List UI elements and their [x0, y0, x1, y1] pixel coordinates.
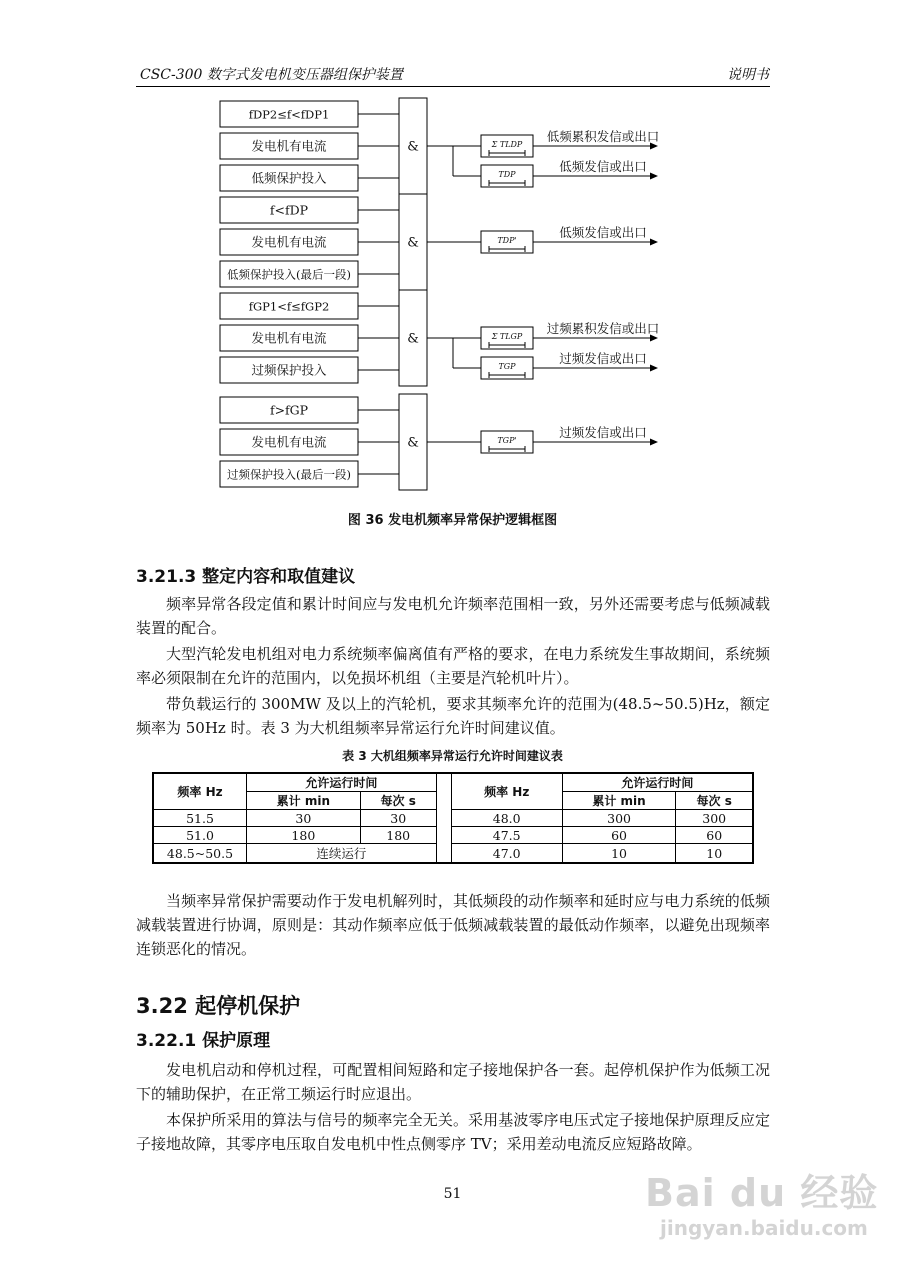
input-condition-label: f<fDP: [269, 202, 309, 218]
header-title: CSC-300 数字式发电机变压器组保护装置: [140, 67, 403, 83]
table-cell: 48.0: [451, 810, 562, 827]
page-number: 51: [443, 1186, 462, 1202]
table-cell: 180: [247, 827, 361, 844]
section-heading-3-21-3: 3.21.3 整定内容和取值建议: [136, 567, 356, 587]
table-header-cell: 允许运行时间: [247, 773, 437, 792]
table-cell: 60: [562, 827, 676, 844]
and-gate-symbol: &: [407, 435, 419, 451]
table-gap: [436, 773, 451, 863]
table-header-cell: 每次 s: [360, 792, 436, 810]
paragraph: 频率异常各段定值和累计时间应与发电机允许频率范围相一致，另外还需要考虑与低频减载装置的配合。: [136, 595, 770, 637]
input-condition-label: 发电机有电流: [251, 234, 327, 250]
paragraph: 大型汽轮发电机组对电力系统频率偏离值有严格的要求，在电力系统发生事故期间，系统频率必须限制在允许的范围内，以免损坏机组（主要是汽轮机叶片）。: [136, 645, 770, 687]
table-header-row: [153, 773, 753, 792]
table-row: [153, 810, 753, 827]
output-action-label: 低频累积发信或出口: [546, 129, 660, 144]
and-gate-symbol: &: [407, 139, 419, 155]
output-arrow: [650, 365, 658, 372]
input-condition-label: fGP1<f≤fGP2: [248, 299, 330, 314]
figure-caption: 图 36 发电机频率异常保护逻辑框图: [347, 513, 558, 528]
table-cell: 30: [247, 810, 361, 827]
table-cell: 60: [676, 827, 753, 844]
frequency-table: [152, 772, 754, 864]
table-cell: 180: [360, 827, 436, 844]
table-cell: 47.0: [451, 844, 562, 864]
table-cell: 300: [562, 810, 676, 827]
and-gate-symbol: &: [407, 331, 419, 347]
table-cell: 51.0: [153, 827, 247, 844]
paragraph: 当频率异常保护需要动作于发电机解列时，其低频段的动作频率和延时应与电力系统的低频减载装置进行协调，原则是：其动作频率应低于低频减载装置的最低动作频率，以避免出现频率连锁恶化的情况。: [136, 892, 770, 958]
section-heading-3-22: 3.22 起停机保护: [136, 994, 301, 1018]
timer-label: TGP: [498, 362, 516, 371]
table-header-cell: 频率 Hz: [451, 773, 562, 810]
paragraph: 发电机启动和停机过程，可配置相间短路和定子接地保护各一套。起停机保护作为低频工况下的辅助保护，在正常工频运行时应退出。: [136, 1061, 770, 1103]
table-header-cell: 每次 s: [676, 792, 753, 810]
table-cell: 300: [676, 810, 753, 827]
table-cell: 48.5~50.5: [153, 844, 247, 864]
table-cell: 30: [360, 810, 436, 827]
table-header-cell: 累计 min: [247, 792, 361, 810]
input-condition-label: 发电机有电流: [251, 330, 327, 346]
input-condition-label: 过频保护投入: [251, 362, 327, 378]
input-condition-label: 发电机有电流: [251, 138, 327, 154]
watermark-url: jingyan.baidu.com: [660, 1216, 868, 1240]
output-arrow: [650, 439, 658, 446]
input-condition-label: 低频保护投入(最后一段): [227, 267, 351, 282]
timer-label: TDP': [497, 236, 517, 245]
table-header-cell: 频率 Hz: [153, 773, 247, 810]
input-condition-label: 低频保护投入: [251, 170, 327, 186]
timer-label: Σ TLGP: [491, 332, 523, 341]
input-condition-label: fDP2≤f<fDP1: [248, 107, 330, 122]
and-gate-symbol: &: [407, 235, 419, 251]
output-action-label: 过频发信或出口: [559, 351, 647, 366]
paragraph: 本保护所采用的算法与信号的频率完全无关。采用基波零序电压式定子接地保护原理反应定子接地故障，其零序电压取自发电机中性点侧零序 TV；采用差动电流反应短路故障。: [136, 1111, 770, 1153]
output-action-label: 过频累积发信或出口: [546, 321, 660, 336]
output-action-label: 低频发信或出口: [559, 225, 647, 240]
input-condition-label: 过频保护投入(最后一段): [227, 467, 351, 482]
section-heading-3-22-1: 3.22.1 保护原理: [136, 1031, 271, 1051]
table-caption: 表 3 大机组频率异常运行允许时间建议表: [342, 749, 563, 763]
input-condition-label: f>fGP: [269, 402, 309, 418]
table-header-cell: 累计 min: [562, 792, 676, 810]
table-header-cell: 允许运行时间: [562, 773, 753, 792]
table-row: [153, 827, 753, 844]
table-cell: 连续运行: [247, 844, 437, 864]
output-action-label: 过频发信或出口: [559, 425, 647, 440]
logic-diagram: [0, 0, 905, 540]
table-cell: 10: [676, 844, 753, 864]
table-cell: 51.5: [153, 810, 247, 827]
output-arrow: [650, 173, 658, 180]
input-condition-label: 发电机有电流: [251, 434, 327, 450]
timer-label: TDP: [498, 170, 516, 179]
timer-label: Σ TLDP: [491, 140, 523, 149]
table-cell: 47.5: [451, 827, 562, 844]
header-doc-type: 说明书: [727, 67, 769, 83]
output-arrow: [650, 239, 658, 246]
timer-label: TGP': [497, 436, 517, 445]
table-cell: 10: [562, 844, 676, 864]
paragraph: 带负载运行的 300MW 及以上的汽轮机，要求其频率允许的范围为(48.5~50.5)Hz，额定频率为 50Hz 时。表 3 为大机组频率异常运行允许时间建议值。: [136, 695, 770, 737]
output-action-label: 低频发信或出口: [559, 159, 647, 174]
watermark-logo: Bai du 经验: [645, 1171, 879, 1215]
table-row: [153, 844, 753, 864]
